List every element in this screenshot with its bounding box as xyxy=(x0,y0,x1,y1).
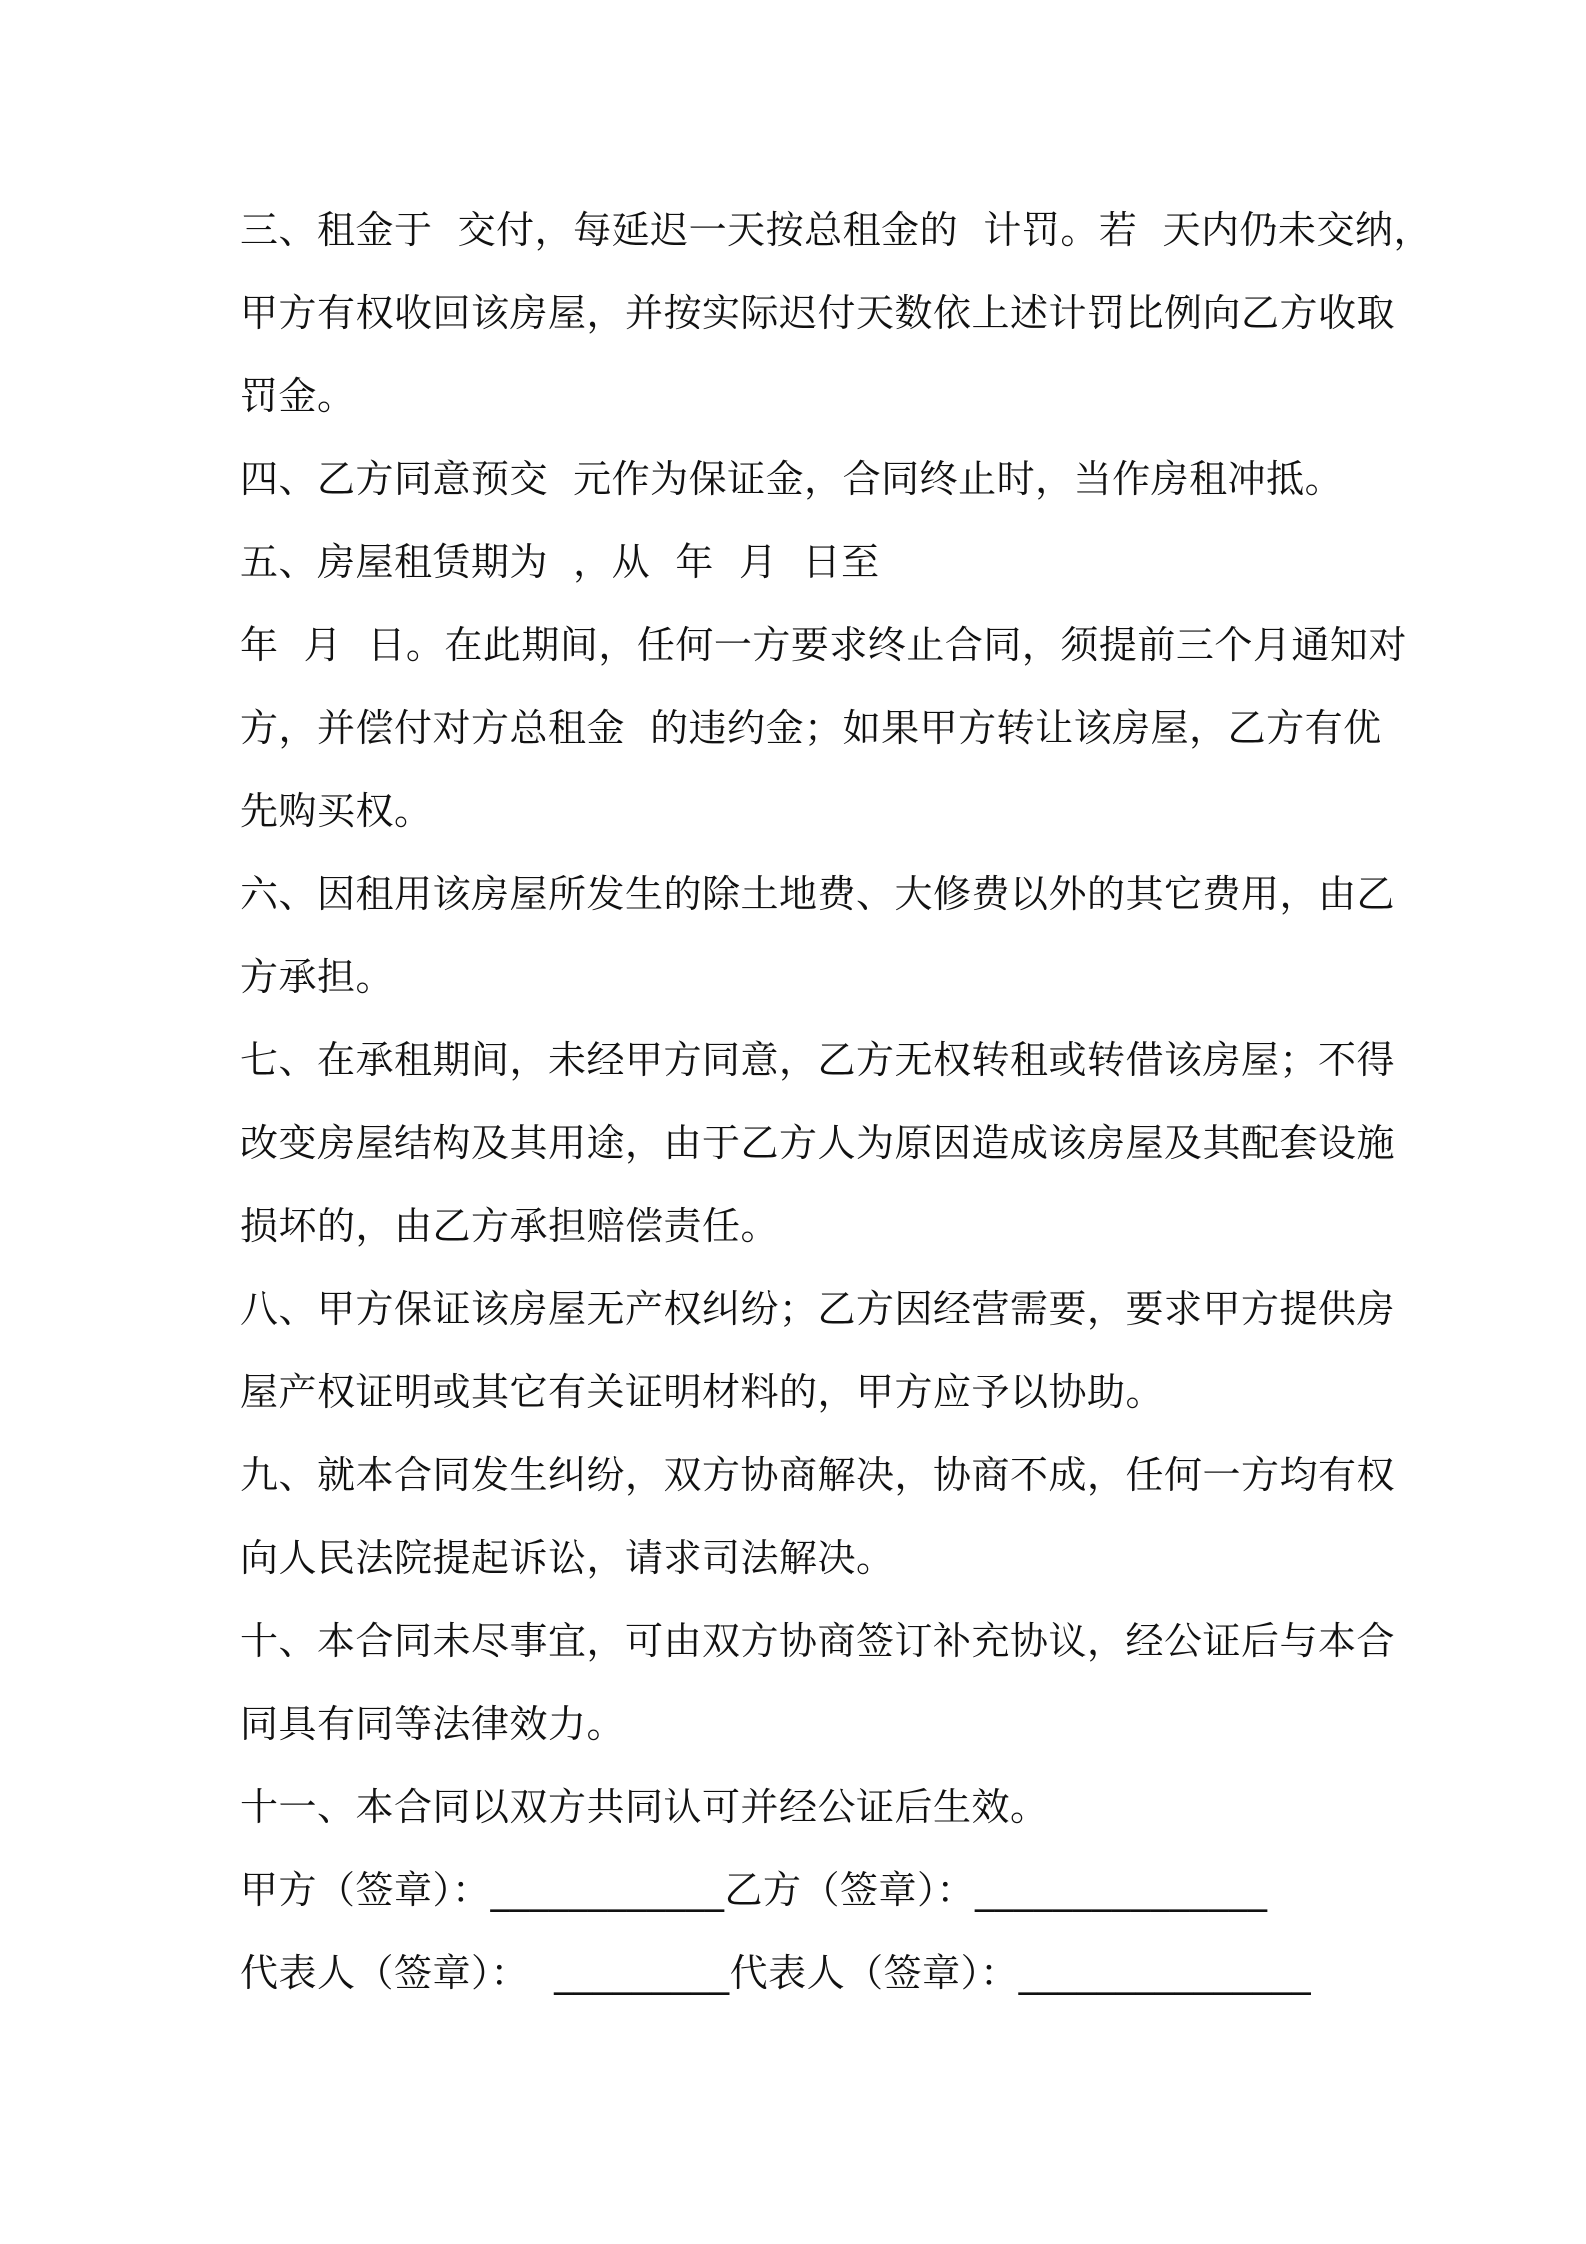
clause-6-line-2: 方承担。 xyxy=(240,955,395,999)
clause-3-line-2: 甲方有权收回该房屋，并按实际迟付天数依上述计罚比例向乙方收取 xyxy=(240,291,1396,335)
clause-11-line-1: 十一、本合同以双方共同认可并经公证后生效。 xyxy=(240,1785,1049,1829)
clause-5-line-2: 年 月 日。在此期间，任何一方要求终止合同，须提前三个月通知对 xyxy=(240,623,1407,667)
signature-party-line: 甲方（签章）：____________乙方（签章）：_______________ xyxy=(240,1868,1268,1912)
clause-4-line-1: 四、乙方同意预交 元作为保证金，合同终止时，当作房租冲抵。 xyxy=(240,457,1344,501)
clause-8-line-1: 八、甲方保证该房屋无产权纠纷；乙方因经营需要，要求甲方提供房 xyxy=(240,1287,1396,1331)
clause-5-line-1: 五、房屋租赁期为 ，从 年 月 日至 xyxy=(240,540,880,584)
clause-10-line-2: 同具有同等法律效力。 xyxy=(240,1702,626,1746)
clause-10-line-1: 十、本合同未尽事宜，可由双方协商签订补充协议，经公证后与本合 xyxy=(240,1619,1396,1663)
clause-7-line-1: 七、在承租期间，未经甲方同意，乙方无权转租或转借该房屋；不得 xyxy=(240,1038,1396,1082)
clause-3-line-3: 罚金。 xyxy=(240,374,356,418)
clause-9-line-2: 向人民法院提起诉讼，请求司法解决。 xyxy=(240,1536,895,1580)
signature-representative-line: 代表人（签章）： _________代表人（签章）：_______________ xyxy=(240,1951,1312,1995)
clause-7-line-3: 损坏的，由乙方承担赔偿责任。 xyxy=(240,1204,780,1248)
clause-8-line-2: 屋产权证明或其它有关证明材料的，甲方应予以协助。 xyxy=(240,1370,1165,1414)
clause-5-line-3: 方，并偿付对方总租金 的违约金；如果甲方转让该房屋，乙方有优 xyxy=(240,706,1382,750)
clause-3-line-1: 三、租金于 交付，每延迟一天按总租金的 计罚。若 天内仍未交纳， xyxy=(240,208,1432,252)
clause-5-line-4: 先购买权。 xyxy=(240,789,433,833)
clause-9-line-1: 九、就本合同发生纠纷，双方协商解决，协商不成，任何一方均有权 xyxy=(240,1453,1396,1497)
clause-6-line-1: 六、因租用该房屋所发生的除土地费、大修费以外的其它费用，由乙 xyxy=(240,872,1396,916)
clause-7-line-2: 改变房屋结构及其用途，由于乙方人为原因造成该房屋及其配套设施 xyxy=(240,1121,1396,1165)
